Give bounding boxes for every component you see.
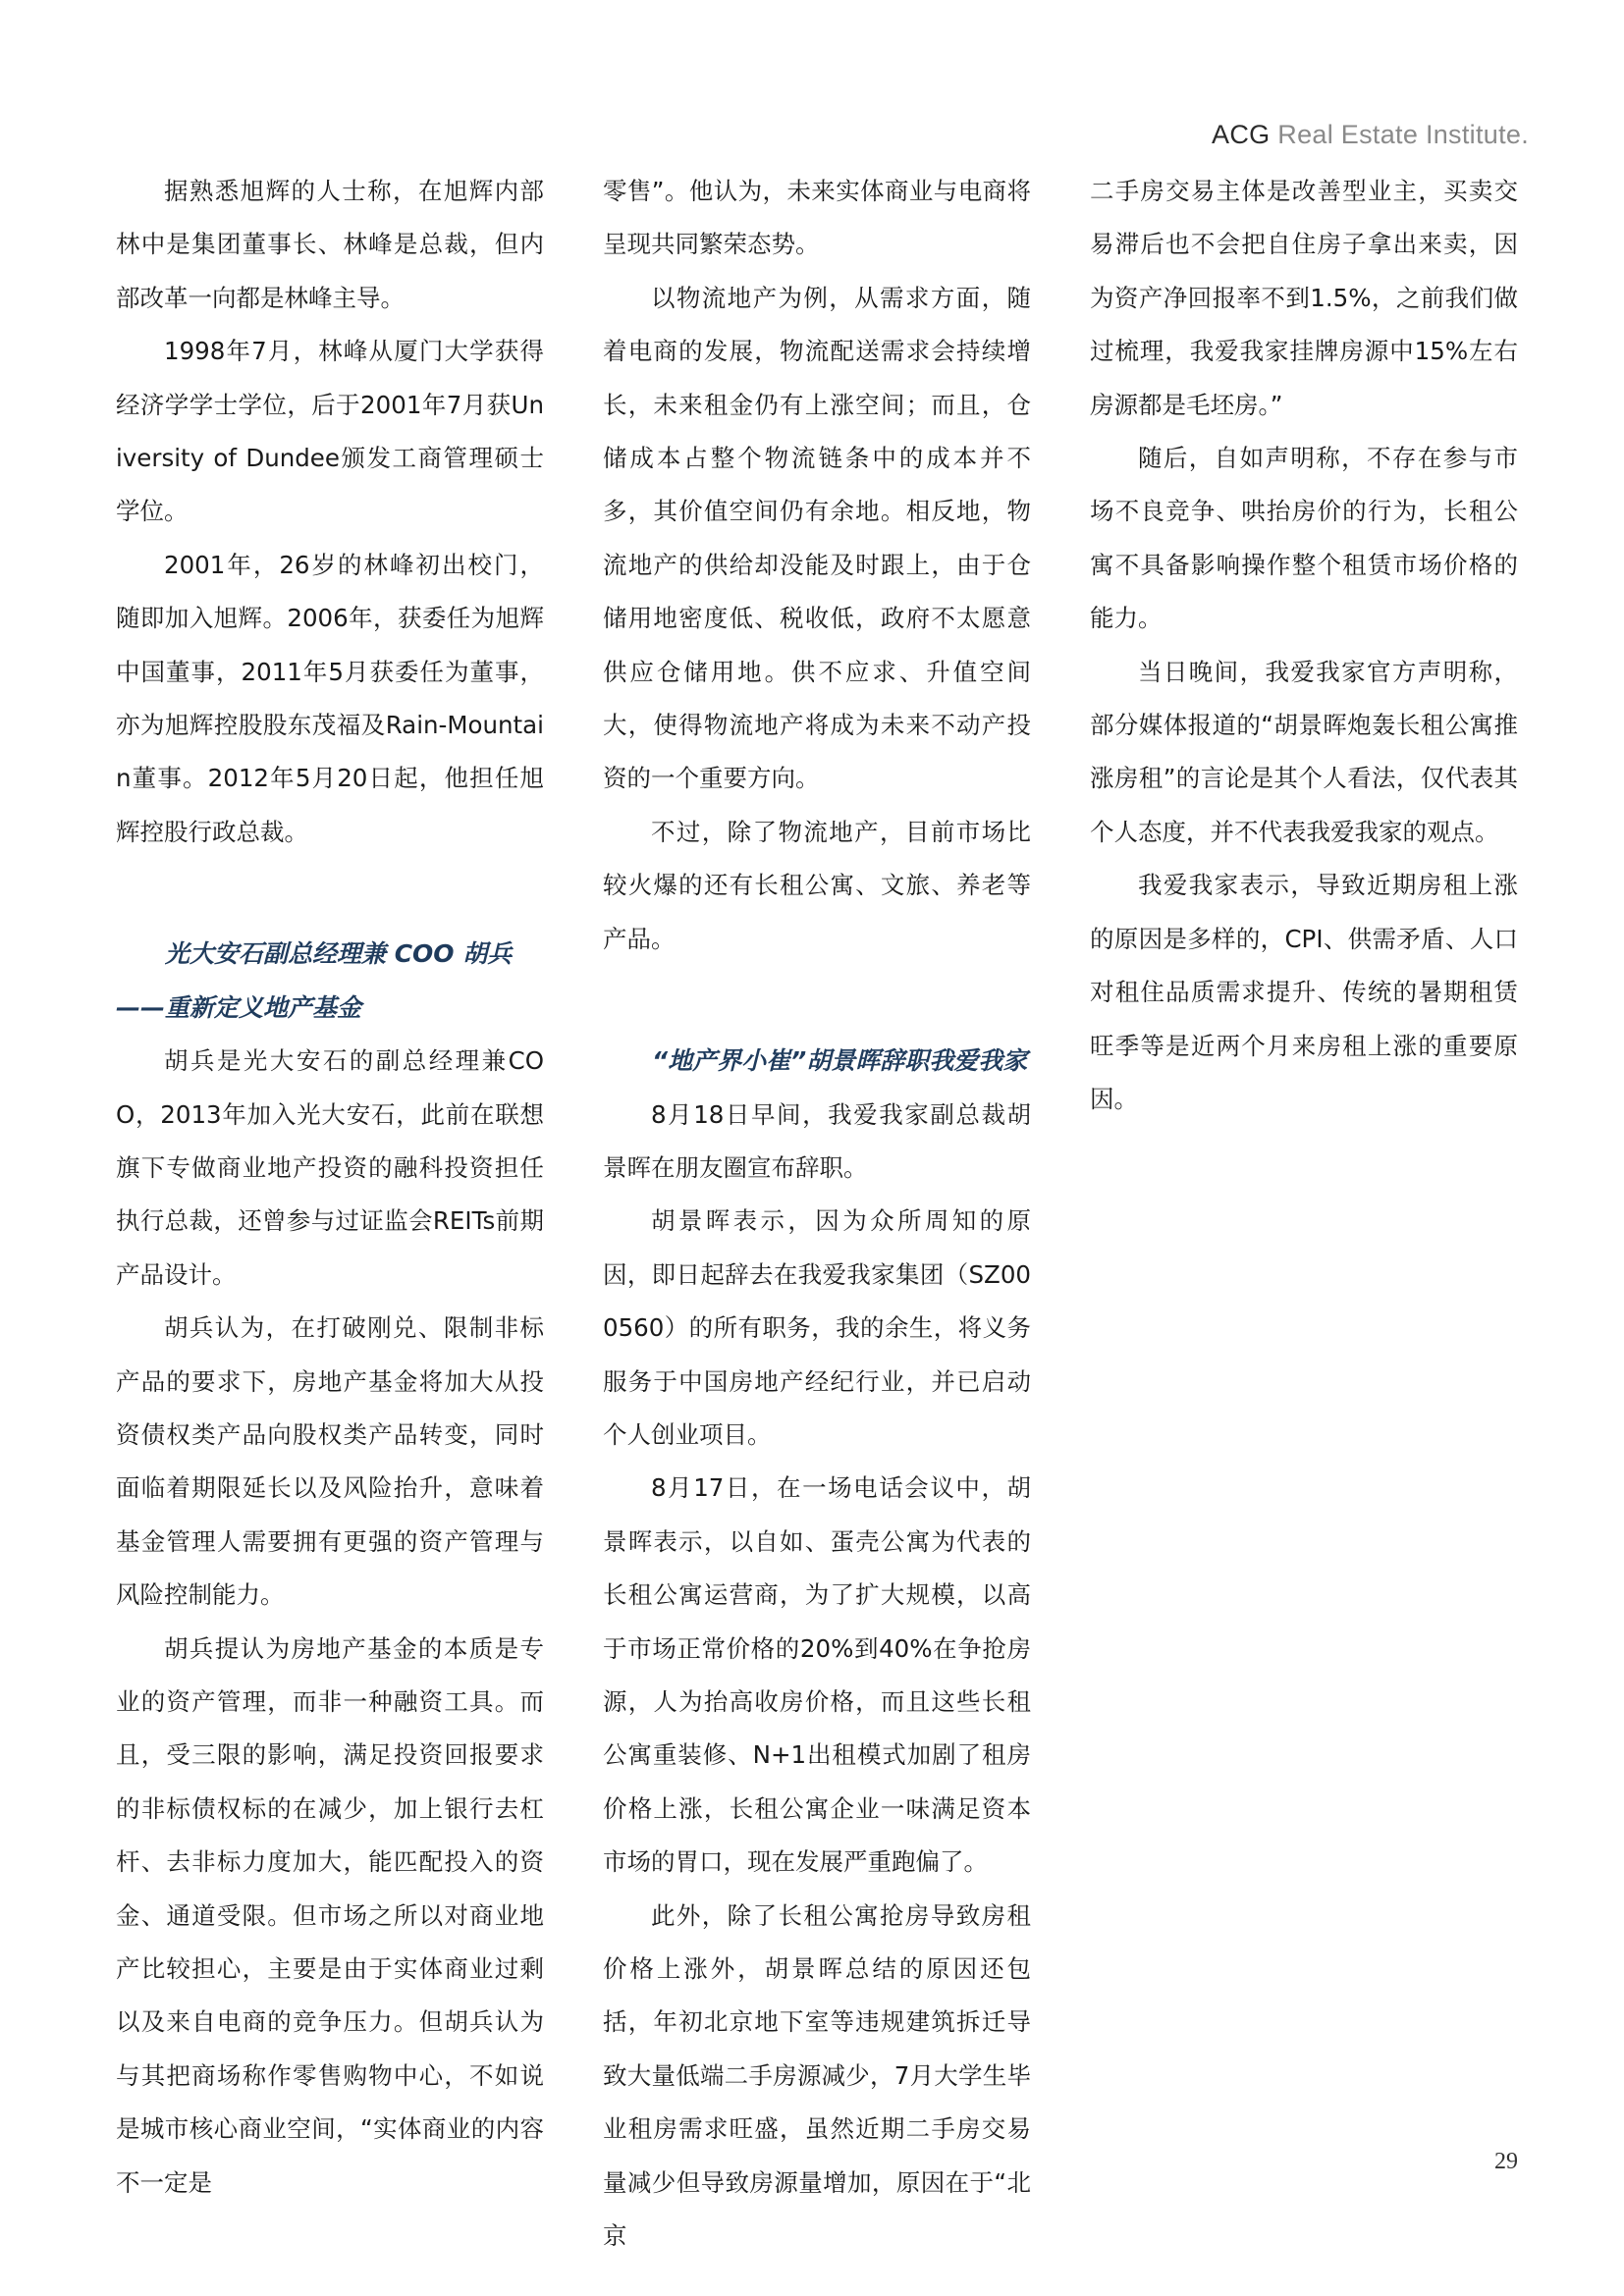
header-org-rest: Real Estate Institute. — [1277, 120, 1529, 149]
paragraph: 据熟悉旭辉的人士称，在旭辉内部林中是集团董事长、林峰是总裁，但内部改革一向都是林峰主导。 — [116, 177, 544, 312]
header-org-bold: ACG — [1212, 120, 1271, 149]
paragraph: 胡兵提认为房地产基金的本质是专业的资产管理，而非一种融资工具。而且，受三限的影响，满足投资回报要求的非标债权标的在减少，加上银行去杠杆、去非标力度加大，能匹配投入的资金、通道受限。但市场之所以对商业地产比较担心，主要是由于实体商业过剩以及来自电商的竞争压力。但胡兵认为与其把商场称作零售购物中心，不如说是城市核心商业空间，“实体商业的内容不一定是 — [116, 1633, 544, 2197]
paragraph: 8月17日，在一场电话会议中，胡景晖表示，以自如、蛋壳公寓为代表的长租公寓运营商，为了扩大规模，以高于市场正常价格的20%到40%在争抢房源，人为抬高收房价格，而且这些长租公寓重装修、N+1出租模式加剧了租房价格上涨，长租公寓企业一味满足资本市场的胃口，现在发展严重跑偏了。 — [603, 1473, 1031, 1877]
page-header — [1212, 120, 1529, 150]
section-heading: 光大安石副总经理兼 COO 胡兵——重新定义地产基金 — [116, 939, 513, 1022]
paragraph: 胡兵是光大安石的副总经理兼COO，2013年加入光大安石，此前在联想旗下专做商业地产投资的融科投资担任执行总裁，还曾参与过证监会REITs前期产品设计。 — [116, 1046, 544, 1289]
paragraph: 我爱我家表示，导致近期房租上涨的原因是多样的，CPI、供需矛盾、人口对租住品质需求提升、传统的暑期租赁旺季等是近两个月来房租上涨的重要原因。 — [1090, 871, 1518, 1113]
page-number: 29 — [1494, 2149, 1518, 2174]
paragraph: 1998年7月，林峰从厦门大学获得经济学学士学位，后于2001年7月获University of Dundee颁发工商管理硕士学位。 — [116, 337, 544, 526]
paragraph: 以物流地产为例，从需求方面，随着电商的发展，物流配送需求会持续增长，未来租金仍有上涨空间；而且，仓储成本占整个物流链条中的成本并不多，其价值空间仍有余地。相反地，物流地产的供给却没能及时跟上，由于仓储用地密度低、税收低，政府不太愿意供应仓储用地。供不应求、升值空间大，使得物流地产将成为未来不动产投资的一个重要方向。 — [603, 283, 1031, 793]
paragraph: 随后，自如声明称，不存在参与市场不良竞争、哄抬房价的行为，长租公寓不具备影响操作整个租赁市场价格的能力。 — [1090, 444, 1518, 633]
paragraph: 8月18日早间，我爱我家副总裁胡景晖在朋友圈宣布辞职。 — [603, 1099, 1031, 1182]
paragraph-continuation: 二手房交易主体是改善型业主，买卖交易滞后也不会把自住房子拿出来卖，因为资产净回报率不到1.5%，之前我们做过梳理，我爱我家挂牌房源中15%左右房源都是毛坯房。” — [1090, 177, 1518, 419]
section-heading: “地产界小崔”胡景晖辞职我爱我家 — [652, 1046, 1028, 1076]
paragraph: 此外，除了长租公寓抢房导致房租价格上涨外，胡景晖总结的原因还包括，年初北京地下室等违规建筑拆迁导致大量低端二手房源减少，7月大学生毕业租房需求旺盛，虽然近期二手房交易量减少但导致房源量增加，原因在于“北京 — [603, 1900, 1031, 2251]
paragraph: 胡兵认为，在打破刚兑、限制非标产品的要求下，房地产基金将加大从投资债权类产品向股权类产品转变，同时面临着期限延长以及风险抬升，意味着基金管理人需要拥有更强的资产管理与风险控制能力。 — [116, 1313, 544, 1610]
paragraph: 当日晚间，我爱我家官方声明称，部分媒体报道的“胡景晖炮轰长租公寓推涨房租”的言论是其个人看法，仅代表其个人态度，并不代表我爱我家的观点。 — [1090, 657, 1518, 846]
column-3 — [1090, 165, 1518, 1126]
paragraph: 不过，除了物流地产，目前市场比较火爆的还有长租公寓、文旅、养老等产品。 — [603, 817, 1031, 953]
column-1 — [116, 165, 544, 2210]
column-2 — [603, 165, 1031, 2263]
paragraph-continuation: 零售”。他认为，未来实体商业与电商将呈现共同繁荣态势。 — [603, 177, 1031, 259]
paragraph: 胡景晖表示，因为众所周知的原因，即日起辞去在我爱我家集团（SZ000560）的所有职务，我的余生，将义务服务于中国房地产经纪行业，并已启动个人创业项目。 — [603, 1206, 1031, 1449]
paragraph: 2001年，26岁的林峰初出校门，随即加入旭辉。2006年，获委任为旭辉中国董事，2011年5月获委任为董事，亦为旭辉控股股东茂福及Rain-Mountain董事。2012年5月20日起，他担任旭辉控股行政总裁。 — [116, 550, 544, 846]
